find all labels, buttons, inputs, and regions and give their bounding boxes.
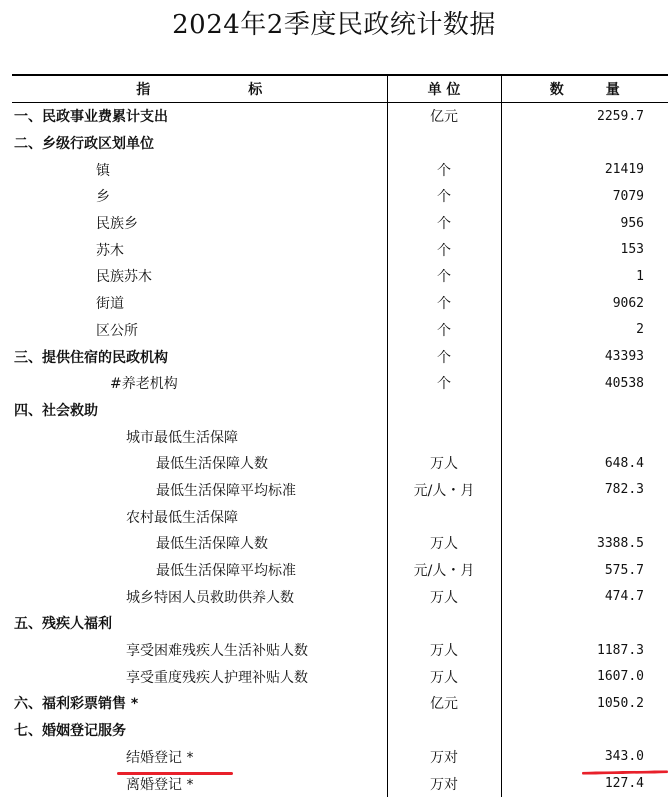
row-label: 乡 (12, 183, 387, 210)
row-unit (387, 503, 501, 530)
marriage-label-underline (117, 772, 233, 775)
page-title: 2024年2季度民政统计数据 (172, 10, 496, 40)
row-label: 享受重度残疾人护理补贴人数 (12, 663, 387, 690)
row-label: 农村最低生活保障 (12, 503, 387, 530)
table-row (12, 317, 668, 344)
row-unit (387, 397, 501, 424)
row-label: 最低生活保障平均标准 (12, 557, 387, 584)
row-unit: 亿元 (387, 690, 501, 717)
row-value: 7079 (612, 188, 644, 204)
row-label: 城市最低生活保障 (12, 423, 387, 450)
row-label: 二、乡级行政区划单位 (12, 130, 387, 157)
table-row (12, 663, 668, 690)
row-label: 区公所 (12, 317, 387, 344)
row-label: 民族苏木 (12, 263, 387, 290)
header-unit: 单 位 (387, 75, 501, 103)
row-unit (387, 423, 501, 450)
row-unit: 个 (387, 290, 501, 317)
row-value: 3388.5 (597, 535, 644, 551)
row-value: 343.0 (604, 749, 644, 765)
table-row (12, 156, 668, 183)
row-value: 40538 (604, 375, 644, 391)
row-value (501, 130, 668, 157)
row-unit (387, 717, 501, 744)
row-value: 1050.2 (597, 695, 644, 711)
row-unit: 万人 (387, 663, 501, 690)
table-row (12, 583, 668, 610)
row-label: 苏木 (12, 236, 387, 263)
table-row (12, 717, 668, 744)
table-row (12, 610, 668, 637)
statistics-table (12, 74, 668, 797)
row-unit (387, 130, 501, 157)
row-value: 575.7 (604, 562, 644, 578)
table-row (12, 530, 668, 557)
table-row (12, 637, 668, 664)
table-row (12, 450, 668, 477)
row-value: 2 (636, 322, 644, 338)
row-unit: 元/人・月 (387, 557, 501, 584)
table-row (12, 557, 668, 584)
row-value: 1187.3 (597, 642, 644, 658)
row-value: 2259.7 (597, 108, 644, 124)
row-unit: 个 (387, 317, 501, 344)
row-label: 最低生活保障平均标准 (12, 477, 387, 504)
row-unit: 个 (387, 370, 501, 397)
row-label: 四、社会救助 (12, 397, 387, 424)
table-header (12, 75, 668, 103)
row-label: 民族乡 (12, 210, 387, 237)
table-row (12, 770, 668, 797)
table-row (12, 397, 668, 424)
row-label: 结婚登记 * (12, 744, 387, 771)
table-row (12, 370, 668, 397)
table-row (12, 690, 668, 717)
table-row (12, 236, 668, 263)
row-unit: 万人 (387, 450, 501, 477)
row-label: 七、婚姻登记服务 (12, 717, 387, 744)
row-label: 五、残疾人福利 (12, 610, 387, 637)
row-value (501, 423, 668, 450)
row-value (501, 397, 668, 424)
row-unit: 万对 (387, 770, 501, 797)
table-row (12, 183, 668, 210)
row-unit: 万人 (387, 583, 501, 610)
row-unit: 亿元 (387, 103, 501, 130)
row-unit: 个 (387, 236, 501, 263)
table-row (12, 503, 668, 530)
row-label: 离婚登记 * (12, 770, 387, 797)
row-value (501, 610, 668, 637)
row-unit: 个 (387, 343, 501, 370)
row-unit: 元/人・月 (387, 477, 501, 504)
row-value: 43393 (604, 349, 644, 365)
table-row (12, 130, 668, 157)
row-value: 21419 (604, 162, 644, 178)
row-unit: 万人 (387, 637, 501, 664)
table-row (12, 343, 668, 370)
table-row (12, 744, 668, 771)
table-row (12, 423, 668, 450)
row-unit (387, 610, 501, 637)
row-value (501, 503, 668, 530)
row-value: 1 (636, 268, 644, 284)
row-value: 153 (620, 242, 644, 258)
row-unit: 个 (387, 263, 501, 290)
row-value: 1607.0 (597, 669, 644, 685)
row-label: 城乡特困人员救助供养人数 (12, 583, 387, 610)
row-value: 648.4 (604, 455, 644, 471)
table-body (12, 103, 668, 797)
row-value (501, 717, 668, 744)
row-label: 最低生活保障人数 (12, 530, 387, 557)
row-unit: 个 (387, 183, 501, 210)
row-label: 镇 (12, 156, 387, 183)
table-row (12, 290, 668, 317)
row-value: 956 (620, 215, 644, 231)
row-label: 一、民政事业费累计支出 (12, 103, 387, 130)
row-label: 街道 (12, 290, 387, 317)
row-unit: 个 (387, 156, 501, 183)
table-row (12, 210, 668, 237)
row-label: 享受困难残疾人生活补贴人数 (12, 637, 387, 664)
row-label: 三、提供住宿的民政机构 (12, 343, 387, 370)
row-label: 六、福利彩票销售 * (12, 690, 387, 717)
table-row (12, 103, 668, 130)
header-indicator: 指 标 (12, 75, 387, 103)
row-label: #养老机构 (12, 370, 387, 397)
row-value: 127.4 (604, 776, 644, 792)
row-unit: 万人 (387, 530, 501, 557)
row-unit: 万对 (387, 744, 501, 771)
row-unit: 个 (387, 210, 501, 237)
row-label: 最低生活保障人数 (12, 450, 387, 477)
row-value: 9062 (612, 295, 644, 311)
row-value: 782.3 (604, 482, 644, 498)
header-amount: 数 量 (501, 75, 668, 103)
table-row (12, 477, 668, 504)
row-value: 474.7 (604, 589, 644, 605)
table-row (12, 263, 668, 290)
